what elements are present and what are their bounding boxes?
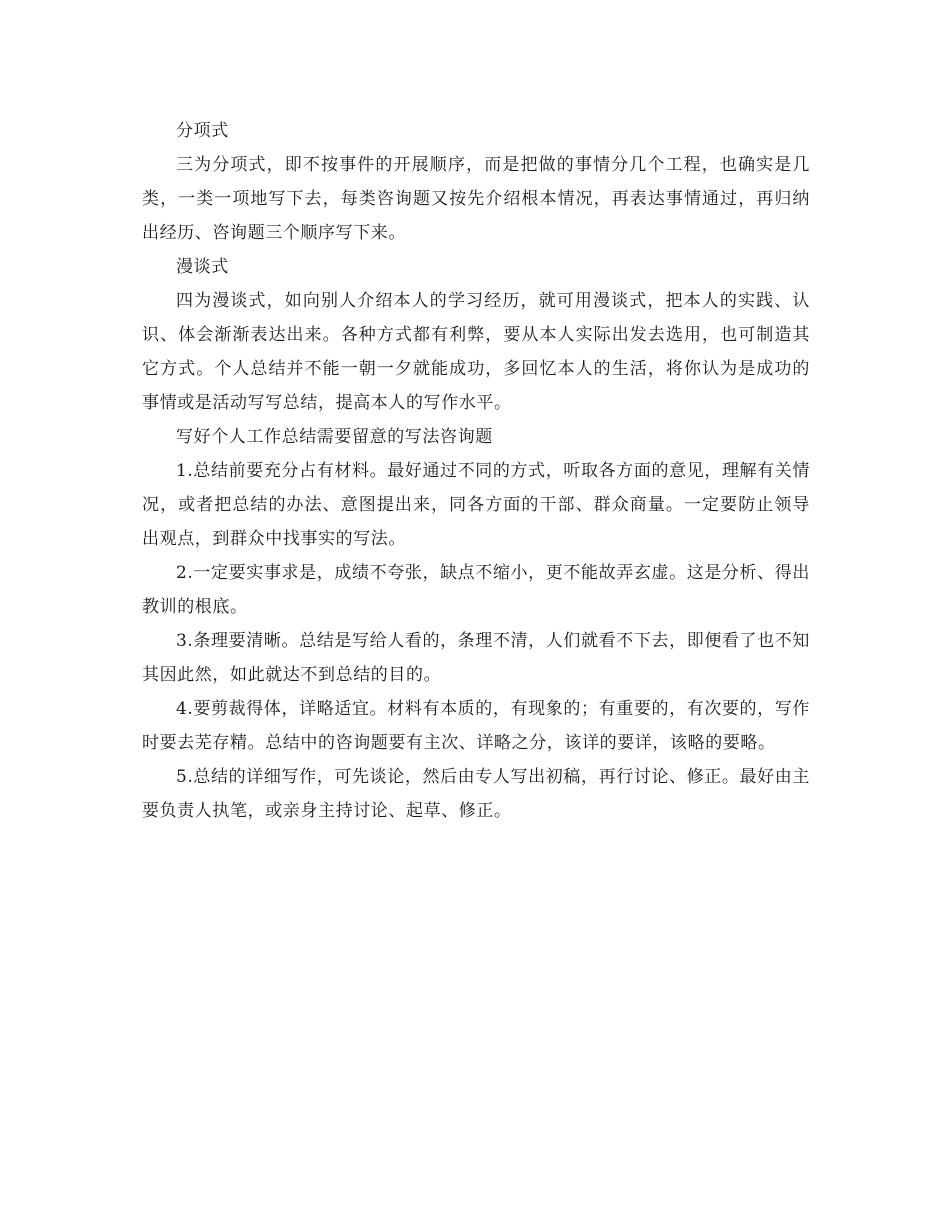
list-item-2: 2.一定要实事求是，成绩不夸张，缺点不缩小，更不能故弄玄虚。这是分析、得出教训的根底。 bbox=[142, 563, 810, 617]
list-item-1: 1.总结前要充分占有材料。最好通过不同的方式，听取各方面的意见，理解有关情况，或者把总结的办法、意图提出来，同各方面的干部、群众商量。一定要防止领导出观点，到群众中找事实的写法。 bbox=[142, 461, 810, 549]
list-item-3: 3.条理要清晰。总结是写给人看的，条理不清，人们就看不下去，即便看了也不知其因此然，如此就达不到总结的目的。 bbox=[142, 631, 810, 685]
list-item-4: 4.要剪裁得体，详略适宜。材料有本质的，有现象的；有重要的，有次要的，写作时要去芜存精。总结中的咨询题要有主次、详略之分，该详的要详，该略的要略。 bbox=[142, 699, 810, 753]
section-heading-itemized: 分项式 bbox=[176, 121, 229, 141]
document-body bbox=[142, 114, 810, 828]
section-heading-writing-notes: 写好个人工作总结需要留意的写法咨询题 bbox=[176, 427, 493, 447]
paragraph-itemized-method: 三为分项式，即不按事件的开展顺序，而是把做的事情分几个工程，也确实是几类，一类一项地写下去，每类咨询题又按先介绍根本情况，再表达事情通过，再归纳出经历、咨询题三个顺序写下来。 bbox=[142, 155, 810, 243]
paragraph-informal-method: 四为漫谈式，如向别人介绍本人的学习经历，就可用漫谈式，把本人的实践、认识、体会渐渐表达出来。各种方式都有利弊，要从本人实际出发去选用，也可制造其它方式。个人总结并不能一朝一夕就能成功，多回忆本人的生活，将你认为是成功的事情或是活动写写总结，提高本人的写作水平。 bbox=[142, 291, 810, 413]
section-heading-informal: 漫谈式 bbox=[176, 257, 229, 277]
list-item-5: 5.总结的详细写作，可先谈论，然后由专人写出初稿，再行讨论、修正。最好由主要负责人执笔，或亲身主持讨论、起草、修正。 bbox=[142, 767, 810, 821]
